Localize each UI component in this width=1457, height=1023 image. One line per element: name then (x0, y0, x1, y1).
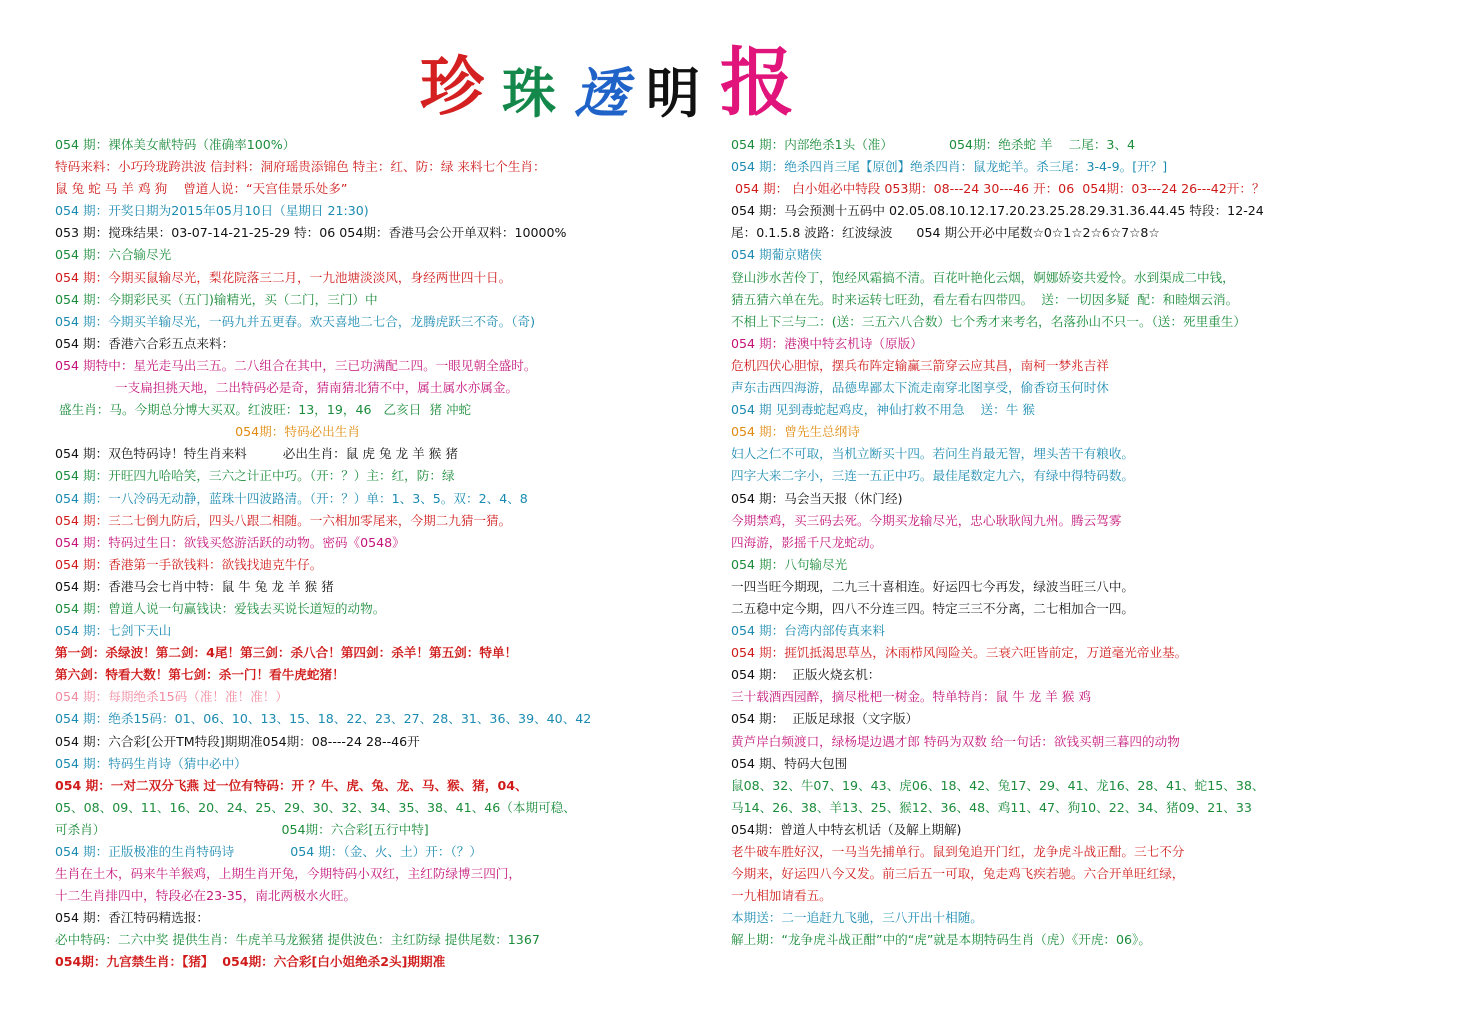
left-text-line: 053 期：搅珠结果：03-07-14-21-25-29 特：06 054期：香港马会公开单双料：10000% (55, 225, 567, 241)
left-text-line: 054 期：七剑下天山 (55, 623, 172, 639)
left-text-line: 054 期：正版极准的生肖特码诗 054 期：（金、火、土）开：（？） (55, 844, 482, 859)
right-text-line: 三十载酒西园醉，摘尽枇杷一树金。特单特肖：鼠 牛 龙 羊 猴 鸡 (731, 689, 1092, 705)
left-text-line: 054 期：今期买鼠输尽光，梨花院落三二月，一九池塘淡淡风，身经两世四十日。 (55, 269, 512, 285)
left-text-line: 054 期：一八冷码无动静，蓝珠十四波路清。（开：？）单：1、3、5。双：2、4、8 (55, 490, 528, 506)
right-text-line: 054 期：港澳中特玄机诗（原版） (731, 335, 923, 351)
masthead-char-2: 透 (574, 61, 628, 125)
left-text-line: 第一剑：杀绿波！第二剑：4尾！第三剑：杀八合！第四剑：杀羊！第五剑：特单！ (55, 645, 518, 661)
right-text-line: 054 期：八句输尽光 (731, 556, 848, 572)
left-text-line: 054 期：香港第一手欲钱料：欲钱找迪克牛仔。 (55, 556, 323, 572)
left-text-line: 054 期：六合输尽光 (55, 247, 172, 263)
right-text-line: 马14、26、38、羊13、25、猴12、36、48、鸡11、47、狗10、22、34、猪09、21、33 (731, 799, 1252, 815)
right-text-line: 登山涉水苦伶丁，饱经风霜搞不清。百花叶艳化云烟，婀娜娇姿共爱怜。水到渠成二中钱， (731, 269, 1235, 285)
left-text-line: 生肖在土木，码来牛羊猴鸡，上期生肖开兔，今期特码小双红，主红防绿博三四门， (55, 866, 521, 882)
right-text-line: 声东击西四海游，品德卑鄙太下流走南穿北图享受，偷香窃玉何时休 (731, 380, 1109, 396)
right-text-line: 一四当旺今期现，二九三十喜相连。好运四七今再发，绿波当旺三八中。 (731, 578, 1134, 594)
left-text-line: 05、08、09、11、16、20、24、25、29、30、32、34、35、38、41、46（本期可稳、 (55, 799, 576, 815)
masthead-char-1: 珠 (502, 61, 556, 125)
left-text-line: 必中特码：二六中奖 提供生肖：牛虎羊马龙猴猪 提供波色：主红防绿 提供尾数：1367 (55, 932, 540, 948)
right-text-line: 四字大来二字小，三连一五正中巧。最佳尾数定九六，有绿中得特码数。 (731, 468, 1134, 484)
right-text-line: 054 期：马会当天报（休门经) (731, 490, 903, 506)
left-text-line: 054 期特中：星光走马出三五。二八组合在其中，三已功满配二四。一眼见朝全盛时。 (55, 357, 537, 373)
left-text-line: 054 期：一对二双分飞燕 过一位有特码：开 ？牛、虎、兔、龙、马、猴、猪，04、 (55, 777, 528, 793)
left-text-line: 054 期：开旺四九哈哈笑，三六之计正中巧。（开：？）主：红，防：绿 (55, 468, 455, 484)
right-text-line: 黄芦岸白频渡口，绿杨堤边遇才郎 特码为双数 给一句话：欲钱买朝三暮四的动物 (731, 733, 1180, 749)
left-text-line: 054 期：今期彩民买（五门)输精光，买（二门，三门）中 (55, 291, 378, 307)
right-text-line: 054 期：台湾内部传真来料 (731, 623, 885, 639)
right-text-line: 054 期： 正版足球报（文字版） (731, 711, 919, 727)
masthead-title (420, 30, 794, 126)
right-text-line: 猜五猜六单在先。时来运转七旺劲，看左看右四带四。 送：一切因多疑 配：和睦烟云消。 (731, 291, 1239, 307)
left-text-line: 054 期：特码生肖诗（猜中必中） (55, 755, 247, 771)
left-text-line: 054 期：开奖日期为2015年05月10日（星期日 21:30) (55, 203, 369, 219)
left-text-line: 054 期：今期买羊输尽光，一码九并五更春。欢天喜地二七合，龙腾虎跃三不奇。（奇) (55, 313, 536, 329)
right-text-line: 解上期：“龙争虎斗战正酣”中的“虎”就是本期特码生肖（虎）《开虎：06》。 (731, 932, 1151, 948)
right-text-line: 危机四伏心胆惊，摆兵布阵定输赢三箭穿云应其昌，南柯一梦兆吉祥 (731, 357, 1109, 373)
right-text-line: 四海游，影摇千尺龙蛇动。 (731, 534, 883, 550)
left-column (55, 134, 705, 974)
left-text-line: 一支扁担挑天地，二出特码必是奇，猜南猜北猜不中，属土属水亦属金。 (55, 380, 519, 396)
right-text-line: 054 期葡京赌侠 (731, 247, 823, 263)
left-text-line: 054 期：六合彩[公开TM特段]期期准054期：08----24 28--46开 (55, 733, 420, 749)
right-text-line: 054 期：马会预测十五码中 02.05.08.10.12.17.20.23.25.28.29.31.36.44.45 特段：12-24 (731, 203, 1264, 219)
right-text-line: 054 期：捱饥抵渴思草丛，沐雨栉风闯险关。三衰六旺皆前定，万道毫光帝业基。 (731, 645, 1188, 661)
left-text-line: 十二生肖排四中，特段必在23-35，南北两极水火旺。 (55, 888, 357, 904)
left-text-line: 054 期：每期绝杀15码（准！准！准！） (55, 689, 288, 705)
right-text-line: 054 期：曾先生总纲诗 (731, 424, 860, 440)
left-text-line: 鼠 兔 蛇 马 羊 鸡 狗 曾道人说：“天宫佳景乐处多” (55, 181, 348, 197)
right-column (731, 134, 1431, 951)
left-text-line: 054 期：香港六合彩五点来料： (55, 335, 235, 351)
right-text-line: 一九相加请看五。 (731, 888, 832, 904)
left-text-line: 可杀肖） 054期：六合彩[五行中特] (55, 821, 429, 837)
right-text-line: 054 期： 白小姐必中特段 053期：08---24 30---46 开：06 054期：03---24 26---42开：？ (731, 181, 1265, 197)
right-text-line: 老牛破车胜好汉，一马当先捕单行。鼠到兔追开门红，龙争虎斗战正酣。三七不分 (731, 844, 1185, 859)
right-text-line: 054 期：绝杀四肖三尾【原创】绝杀四肖：鼠龙蛇羊。杀三尾：3-4-9。[开？] (731, 159, 1168, 175)
right-text-line: 不相上下三与二：(送：三五六八合数）七个秀才来考名，名落孙山不只一。（送：死里重生） (731, 313, 1246, 329)
left-text-line: 054 期：双色特码诗！特生肖来料 必出生肖：鼠 虎 兔 龙 羊 猴 猪 (55, 446, 458, 462)
right-text-line: 尾：0.1.5.8 波路：红波绿波 054 期公开必中尾数☆0☆1☆2☆6☆7☆8☆ (731, 225, 1160, 241)
left-text-line: 054 期：特码过生日：欲钱买悠游活跃的动物。密码《0548》 (55, 534, 405, 550)
left-text-line: 盛生肖：马。今期总分博大买双。红波旺：13，19，46 乙亥日 猪 冲蛇 (55, 402, 472, 418)
masthead-char-3: 明 (646, 61, 700, 125)
left-text-line: 054 期：曾道人说一句赢钱诀：爱钱去买说长道短的动物。 (55, 600, 386, 616)
left-text-line: 054 期：三二七倒九防后，四头八跟二相随。一六相加零尾来，今期二九猜一猜。 (55, 512, 512, 528)
right-text-line: 本期送：二一追赶九飞驰，三八开出十相随。 (731, 910, 983, 926)
right-text-line: 054 期 见到毒蛇起鸡皮，神仙打救不用急 送：牛 猴 (731, 402, 1035, 418)
right-text-line: 054 期、特码大包围 (731, 755, 848, 771)
right-text-line: 二五稳中定今期，四八不分连三四。特定三三不分离，二七相加合一四。 (731, 600, 1134, 616)
left-text-line: 特码来料：小巧玲珑跨洪波 信封料：洞府瑶贵添锦色 特主：红、防：绿 来料七个生肖： (55, 159, 546, 175)
masthead-char-4: 报 (720, 40, 794, 126)
right-text-line: 妇人之仁不可取，当机立断买十四。若问生肖最无智，埋头苦干有粮收。 (731, 446, 1134, 462)
right-text-line: 鼠08、32、牛07、19、43、虎06、18、42、兔17、29、41、龙16、28、41、蛇15、38、 (731, 777, 1265, 793)
right-text-line: 054期：曾道人中特玄机话（及解上期解) (731, 821, 962, 837)
right-text-line: 今期来，好运四八今又发。前三后五一可取，兔走鸡飞疾若驰。六合开单旺红绿， (731, 866, 1185, 882)
left-text-line: 054 期：香江特码精选报： (55, 910, 209, 926)
left-text-line: 第六剑：特看大数！第七剑：杀一门！看牛虎蛇猪！ (55, 667, 345, 683)
masthead-char-0: 珍 (420, 50, 484, 125)
left-text-line: 054期：九宫禁生肖：【猪】 054期：六合彩[白小姐绝杀2头]期期准 (55, 954, 446, 970)
left-text-line: 054 期：香港马会七肖中特：鼠 牛 兔 龙 羊 猴 猪 (55, 578, 334, 594)
left-text-line: 054 期：绝杀15码：01、06、10、13、15、18、22、23、27、28、31、36、39、40、42 (55, 711, 592, 727)
left-text-line: 054 期：裸体美女献特码（准确率100%） (55, 137, 296, 152)
right-text-line: 今期禁鸡，买三码去死。今期买龙输尽光，忠心耿耿闯九州。腾云驾雾 (731, 512, 1122, 528)
right-text-line: 054 期：内部绝杀1头（准） 054期：绝杀蛇 羊 二尾：3、4 (731, 137, 1136, 152)
right-text-line: 054 期： 正版火烧玄机： (731, 667, 881, 683)
left-text-line: 054期：特码必出生肖 (55, 424, 360, 440)
